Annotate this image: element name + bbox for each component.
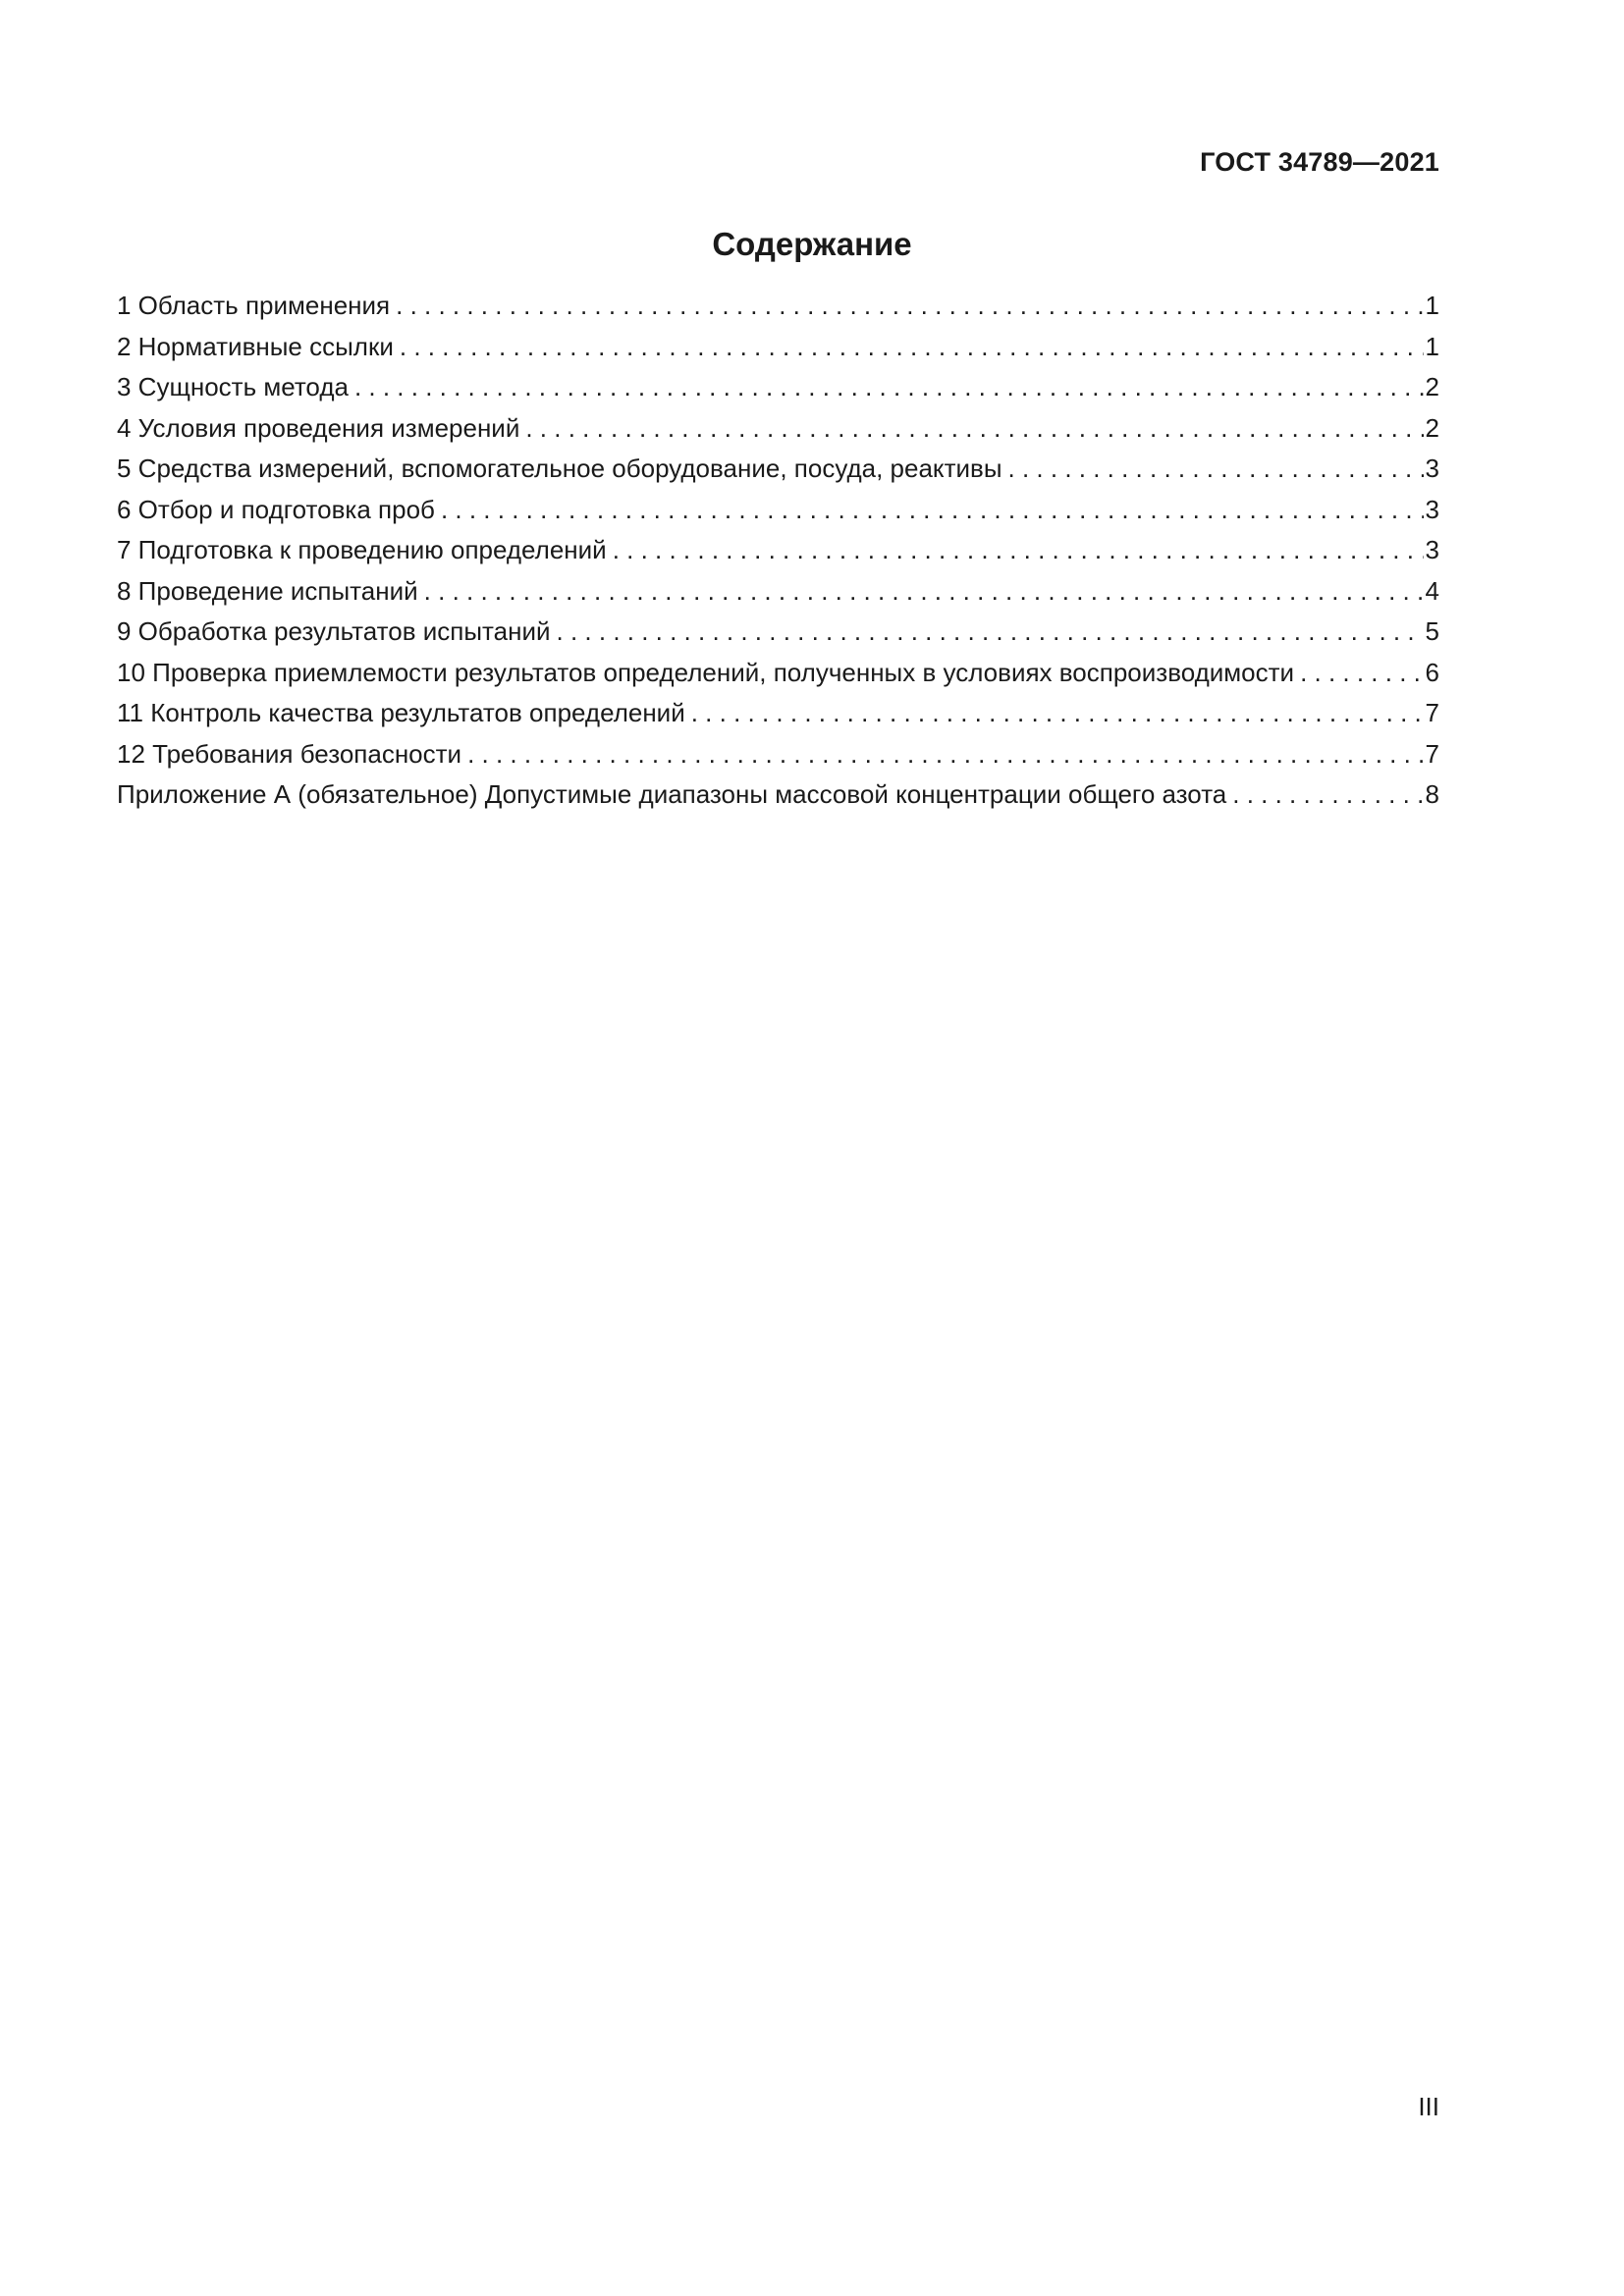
document-code: ГОСТ 34789—2021 bbox=[1200, 147, 1439, 177]
toc-entry[interactable] bbox=[117, 449, 1439, 490]
toc-title: Содержание bbox=[712, 226, 912, 262]
toc-entry-page: 2 bbox=[1425, 372, 1439, 401]
toc-entry-page: 2 bbox=[1425, 412, 1439, 443]
toc-entry-page: 3 bbox=[1425, 535, 1439, 564]
toc-entry[interactable] bbox=[117, 653, 1439, 694]
toc-entry[interactable] bbox=[117, 734, 1439, 775]
toc-entry-page: 5 bbox=[1425, 616, 1439, 646]
toc-entry-label: 9 Обработка результатов испытаний bbox=[117, 616, 551, 646]
toc-entry[interactable] bbox=[117, 367, 1439, 408]
toc-entry-page: 1 bbox=[1425, 331, 1439, 361]
dot-leader bbox=[613, 530, 1424, 571]
toc-entry[interactable] bbox=[117, 612, 1439, 653]
toc-entry-page: 1 bbox=[1425, 291, 1439, 320]
toc-entry-label: 3 Сущность метода bbox=[117, 372, 349, 401]
toc-entry[interactable] bbox=[117, 774, 1439, 816]
toc-entry-label: 5 Средства измерений, вспомогательное оборудование, посуда, реактивы bbox=[117, 454, 1002, 483]
dot-leader bbox=[354, 367, 1424, 408]
toc-entry-page: 3 bbox=[1425, 494, 1439, 524]
toc-entry-label: 10 Проверка приемлемости результатов определений, полученных в условиях воспроизводимости bbox=[117, 657, 1295, 687]
toc-entry-label: 7 Подготовка к проведению определений bbox=[117, 535, 607, 564]
toc-entry-label: 6 Отбор и подготовка проб bbox=[117, 494, 435, 524]
dot-leader bbox=[1232, 774, 1423, 816]
dot-leader bbox=[400, 327, 1424, 368]
toc-entry-label: 1 Область применения bbox=[117, 291, 391, 320]
toc-entry-label: 2 Нормативные ссылки bbox=[117, 331, 394, 361]
toc-entry-page: 4 bbox=[1425, 575, 1439, 606]
toc-entry-label: 4 Условия проведения измерений bbox=[117, 412, 520, 443]
dot-leader bbox=[525, 408, 1423, 450]
toc-entry-page: 8 bbox=[1425, 779, 1439, 809]
dot-leader bbox=[691, 693, 1424, 734]
toc-entry-label: 12 Требования безопасности bbox=[117, 738, 462, 769]
dot-leader bbox=[441, 490, 1424, 531]
dot-leader bbox=[557, 612, 1424, 653]
toc-entry[interactable] bbox=[117, 530, 1439, 571]
toc-entry-page: 7 bbox=[1425, 738, 1439, 769]
toc-entry-page: 3 bbox=[1425, 454, 1439, 483]
table-of-contents bbox=[117, 286, 1439, 816]
dot-leader bbox=[396, 286, 1423, 327]
toc-entry[interactable] bbox=[117, 571, 1439, 613]
toc-entry-page: 7 bbox=[1425, 698, 1439, 727]
toc-entry[interactable] bbox=[117, 693, 1439, 734]
toc-entry-label: 11 Контроль качества результатов определений bbox=[117, 698, 685, 727]
toc-entry[interactable] bbox=[117, 286, 1439, 327]
toc-entry[interactable] bbox=[117, 490, 1439, 531]
toc-entry[interactable] bbox=[117, 327, 1439, 368]
dot-leader bbox=[424, 571, 1424, 613]
toc-entry-page: 6 bbox=[1425, 657, 1439, 687]
dot-leader bbox=[1008, 449, 1424, 490]
toc-entry-label: 8 Проведение испытаний bbox=[117, 575, 418, 606]
page-number: III bbox=[1418, 2092, 1439, 2121]
toc-entry[interactable] bbox=[117, 408, 1439, 450]
dot-leader bbox=[1300, 653, 1423, 694]
toc-entry-label: Приложение А (обязательное) Допустимые диапазоны массовой концентрации общего азота bbox=[117, 779, 1227, 809]
dot-leader bbox=[467, 734, 1423, 775]
